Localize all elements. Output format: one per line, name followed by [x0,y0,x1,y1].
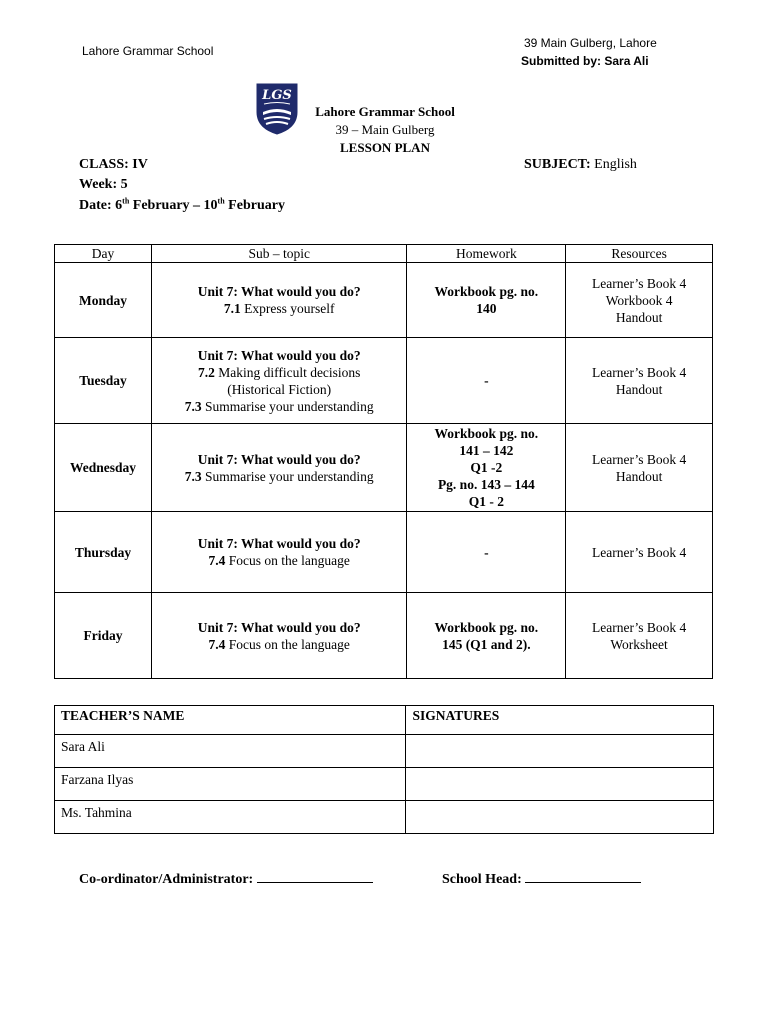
school-logo [255,82,299,136]
subject-value: English [594,157,637,172]
table-row [55,338,713,424]
homework-line: 141 – 142 [459,443,514,458]
subtopic-text: Express yourself [240,301,335,316]
homework-cell [407,512,566,593]
coordinator-signature-line [257,870,373,883]
resource-item: Handout [615,309,663,325]
plan-header-row [55,245,713,263]
coordinator-label: Co-ordinator/Administrator: [79,872,254,887]
subtopic-text: Summarise your understanding [201,468,374,484]
teacher-name-header: TEACHER’S NAME [55,706,406,735]
resource-item: Learner’s Book 4 [591,544,687,560]
lesson-plan-table [54,244,713,679]
col-header-resources: Resources [566,245,713,263]
signatures-table [54,705,714,834]
class-label: CLASS: IV [79,157,148,172]
subtopic-cell [151,512,407,593]
col-header-day: Day [55,245,152,263]
school-head-signoff [442,870,641,888]
homework-line: - [484,544,489,560]
subtopic-number: 7.1 [223,301,241,316]
subtopic-cell [151,263,407,338]
subtopic-text: Focus on the language [225,636,350,652]
subtopic-line [156,552,403,569]
signatures-header-row [55,706,714,735]
resource-item: Learner’s Book 4 [591,275,687,291]
subtopic-line [156,398,403,415]
day-cell: Wednesday [55,424,152,512]
header-school-name: Lahore Grammar School [82,44,214,58]
subtopic-number: 7.4 [208,553,226,568]
subtopic-line [156,364,403,381]
submitted-name: Sara Ali [604,54,649,68]
submitted-label: Submitted by: [521,54,601,68]
title-school: Lahore Grammar School [315,104,455,119]
unit-title: Unit 7: What would you do? [197,284,361,299]
table-row [55,263,713,338]
resource-item: Learner’s Book 4 [591,364,687,380]
table-row [55,801,714,834]
unit-title: Unit 7: What would you do? [197,619,361,635]
unit-title: Unit 7: What would you do? [197,536,361,551]
school-head-label: School Head: [442,872,522,887]
table-row [55,735,714,768]
subtopic-number: 7.2 [197,364,215,380]
subtopic-line [156,381,403,398]
resources-cell [566,424,713,512]
unit-title: Unit 7: What would you do? [197,347,361,363]
subtopic-text: Summarise your understanding [201,398,374,414]
subtopic-number: 7.3 [184,468,202,484]
subtopic-text: Making difficult decisions [214,364,361,380]
unit-title: Unit 7: What would you do? [197,451,361,467]
header-address: 39 Main Gulberg, Lahore [524,36,657,50]
resource-item: Handout [615,468,663,484]
homework-line: Workbook pg. no. [434,619,539,635]
resources-cell [566,263,713,338]
signature-cell [406,735,714,768]
resource-item: Learner’s Book 4 [591,619,687,635]
subtopic-line [156,468,403,485]
resource-item: Workbook 4 [605,292,673,308]
page-title: LESSON PLAN [340,140,430,155]
resources-cell [566,512,713,593]
subtopic-line [156,636,403,653]
homework-line: Q1 - 2 [468,494,504,509]
homework-cell [407,593,566,679]
day-cell: Thursday [55,512,152,593]
day-cell: Friday [55,593,152,679]
title-block [300,103,470,157]
week-label: Week: 5 [79,177,128,192]
subtopic-cell [151,593,407,679]
logo-text: LGS [262,88,292,103]
homework-line: - [484,373,489,388]
day-cell: Tuesday [55,338,152,424]
subtopic-number: 7.4 [208,636,226,652]
subject-label: SUBJECT: English [524,157,637,172]
title-address: 39 – Main Gulberg [335,122,435,137]
date-label: Date: 6th February – 10th February [79,196,285,213]
teacher-name: Sara Ali [55,735,406,768]
table-row [55,768,714,801]
homework-cell [407,338,566,424]
col-header-subtopic: Sub – topic [151,245,407,263]
subtopic-cell [151,338,407,424]
teacher-name: Ms. Tahmina [55,801,406,834]
homework-line: 145 (Q1 and 2). [442,636,531,652]
table-row [55,512,713,593]
homework-line: Workbook pg. no. [434,284,539,299]
resources-cell [566,593,713,679]
subtopic-cell [151,424,407,512]
resource-item: Learner’s Book 4 [591,451,687,467]
coordinator-signoff [79,870,373,888]
resources-cell [566,338,713,424]
homework-line: 140 [476,301,497,316]
table-row [55,424,713,512]
header-right-block [521,34,657,70]
homework-line: Q1 -2 [470,460,503,475]
col-header-homework: Homework [407,245,566,263]
resource-item: Worksheet [610,636,668,652]
subtopic-text: (Historical Fiction) [227,381,332,397]
teacher-name: Farzana Ilyas [55,768,406,801]
table-row [55,593,713,679]
day-cell: Monday [55,263,152,338]
header-submitted [521,52,657,70]
signatures-header: SIGNATURES [406,706,714,735]
signature-cell [406,768,714,801]
subtopic-line [156,300,403,317]
subtopic-number: 7.3 [184,398,202,414]
homework-line: Workbook pg. no. [434,426,539,441]
homework-cell [407,424,566,512]
homework-line: Pg. no. 143 – 144 [437,477,535,492]
subtopic-text: Focus on the language [225,553,350,568]
resource-item: Handout [615,381,663,397]
school-head-signature-line [525,870,641,883]
signature-cell [406,801,714,834]
homework-cell [407,263,566,338]
